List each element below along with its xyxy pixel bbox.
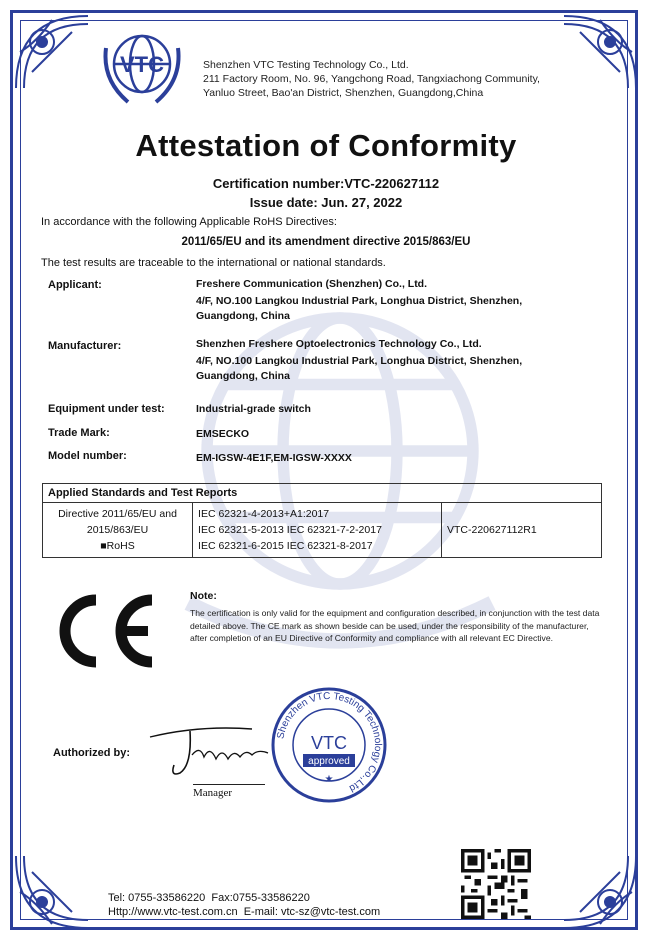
- eut-label: Equipment under test:: [48, 403, 165, 415]
- applicant-label: Applicant:: [48, 279, 102, 291]
- manufacturer-label: Manufacturer:: [48, 340, 122, 352]
- page-title: Attestation of Conformity: [135, 128, 517, 163]
- applicant-name: Freshere Communication (Shenzhen) Co., Ltd.: [196, 278, 428, 290]
- directive-text: 2011/65/EU and its amendment directive 2015/863/EU: [181, 236, 471, 248]
- manufacturer-address: 4/F, NO.100 Langkou Industrial Park, Longhua District, Shenzhen, Guangdong, China: [196, 355, 523, 382]
- standards-table: [42, 483, 602, 558]
- test-standards-cell: [193, 503, 442, 558]
- report-number: VTC-220627112R1: [441, 503, 601, 558]
- directive-line-3: ■RoHS: [100, 540, 135, 552]
- directive-line-1: Directive 2011/65/EU and: [58, 508, 177, 520]
- corner-ornament-bottom-right: [560, 852, 640, 932]
- note-title: Note:: [190, 590, 217, 602]
- approval-stamp: [270, 686, 388, 804]
- signatory-title: Manager: [193, 787, 233, 799]
- trademark-value: EMSECKO: [196, 428, 250, 440]
- certification-number: Certification number:VTC-220627112: [212, 176, 440, 191]
- logo-text: VTC: [120, 52, 164, 77]
- signature-line: [193, 784, 265, 785]
- accordance-text: In accordance with the following Applicable RoHS Directives:: [41, 216, 337, 228]
- issue-date: Issue date: Jun. 27, 2022: [249, 195, 403, 210]
- authorized-label: Authorized by:: [53, 747, 130, 759]
- directive-cell: [43, 503, 193, 558]
- directive-line-2: 2015/863/EU: [86, 524, 149, 536]
- contact-web: Http://www.vtc-test.com.cn E-mail: vtc-sz@vtc-test.com: [108, 906, 381, 918]
- issuer-block: [203, 58, 540, 100]
- corner-ornament-bottom-left: [12, 852, 92, 932]
- applicant-address: 4/F, NO.100 Langkou Industrial Park, Longhua District, Shenzhen, Guangdong, China: [196, 295, 523, 322]
- trademark-label: Trade Mark:: [48, 427, 110, 439]
- stamp-center-text: VTC: [311, 733, 347, 753]
- standards-header: Applied Standards and Test Reports: [43, 484, 602, 503]
- qr-code-icon: [461, 849, 531, 919]
- issuer-name: Shenzhen VTC Testing Technology Co., Ltd.: [203, 59, 409, 71]
- note-text: The certification is only valid for the equipment and configuration described, in conjunction with the test data detailed above. The CE mark as shown beside can be used, under the responsibility of the manufacturer, after completion of an EU Directive of Conformity and compliance with all relevant EC Directive.: [190, 608, 600, 643]
- issuer-address-1: 211 Factory Room, No. 96, Yangchong Road, Tangxiachong Community,: [203, 73, 540, 85]
- traceable-text: The test results are traceable to the international or national standards.: [41, 257, 386, 269]
- model-value: EM-IGSW-4E1F,EM-IGSW-XXXX: [196, 452, 352, 464]
- stamp-star-icon: ★: [324, 774, 334, 785]
- contact-block: [108, 891, 380, 919]
- stamp-approved-text: approved: [308, 756, 350, 767]
- issuer-address-2: Yanluo Street, Bao'an District, Shenzhen, Guangdong,China: [203, 87, 484, 99]
- signature-image: [140, 715, 280, 785]
- test-standard-3: IEC 62321-6-2015 IEC 62321-8-2017: [198, 540, 373, 552]
- ce-mark-icon: [52, 592, 162, 670]
- test-standard-2: IEC 62321-5-2013 IEC 62321-7-2-2017: [198, 524, 382, 536]
- corner-ornament-top-right: [560, 12, 640, 92]
- vtc-logo: [92, 20, 192, 116]
- test-standard-1: IEC 62321-4-2013+A1:2017: [198, 508, 330, 520]
- contact-phone: Tel: 0755-33586220 Fax:0755-33586220: [108, 892, 310, 904]
- stamp-ring-text: Shenzhen VTC Testing Technology Co.,Ltd: [275, 690, 384, 794]
- model-label: Model number:: [48, 450, 127, 462]
- eut-value: Industrial-grade switch: [196, 403, 311, 415]
- manufacturer-name: Shenzhen Freshere Optoelectronics Technology Co., Ltd.: [196, 338, 482, 350]
- corner-ornament-top-left: [12, 12, 92, 92]
